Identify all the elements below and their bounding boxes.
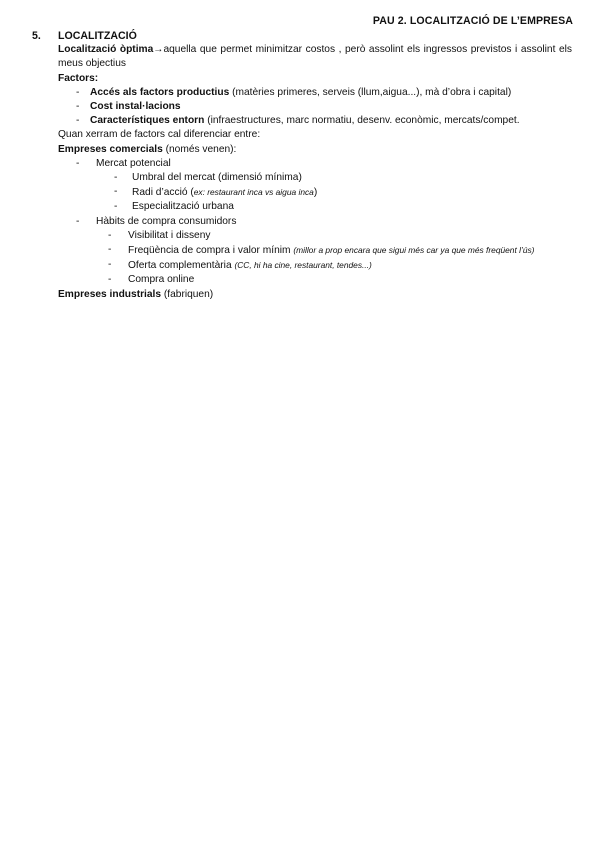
- habits-label: Hàbits de compra consumidors: [96, 215, 237, 227]
- section-number: 5.: [32, 30, 41, 42]
- definition-term: Localització òptima: [58, 44, 154, 56]
- list-dash: -: [114, 172, 118, 184]
- habits-item-3-note: (CC, hi ha cine, restaurant, tendes...): [234, 260, 372, 271]
- market-item-3: Especialització urbana: [132, 201, 234, 213]
- list-item-habits: [58, 215, 572, 229]
- market-item-2: Radi d’acció (: [132, 187, 194, 199]
- list-item-factor-3: [58, 114, 572, 128]
- list-dash: -: [76, 101, 80, 113]
- list-dash: -: [108, 274, 112, 286]
- list-dash: -: [114, 186, 118, 198]
- market-item-2-close: ): [313, 187, 318, 199]
- list-dash: -: [114, 201, 118, 213]
- list-item-factor-2: [58, 100, 572, 114]
- list-item-habits-3: [58, 258, 572, 273]
- factor-2-term: Cost instal·lacions: [90, 101, 181, 113]
- factor-1-detail: (matèries primeres, serveis (llum,aigua...), mà d’obra i capital): [229, 86, 512, 98]
- list-item-habits-2: [58, 243, 572, 258]
- commercial-label: Empreses comercials: [58, 143, 163, 155]
- commercial-note: (només venen):: [162, 143, 237, 155]
- list-item-market-2: [58, 185, 572, 200]
- list-item-market-1: [58, 171, 572, 185]
- habits-item-2-note: (millor a prop encara que sigui més car ya que més freqüent l’ús): [293, 245, 535, 256]
- list-dash: -: [108, 244, 112, 256]
- commercial-heading: [58, 143, 572, 157]
- industrial-label: Empreses industrials: [58, 288, 162, 300]
- industrial-note: (fabriquen): [161, 288, 214, 300]
- list-dash: -: [76, 115, 80, 127]
- definition-paragraph: [58, 43, 572, 71]
- section-localitzacio: [32, 29, 572, 302]
- section-heading: [32, 29, 572, 43]
- factor-3-term: Característiques entorn: [90, 115, 205, 127]
- habits-item-1: Visibilitat i disseny: [128, 229, 211, 241]
- factors-label: Factors:: [58, 72, 99, 84]
- factor-3-detail: (infraestructures, marc normatiu, desenv. econòmic, mercats/compet.: [204, 115, 520, 127]
- market-item-1: Umbral del mercat (dimensió mínima): [132, 172, 302, 184]
- list-dash: -: [76, 215, 80, 227]
- market-label: Mercat potencial: [96, 157, 171, 169]
- definition-text: →aquella que permet minimitzar costos , però assolint els ingressos previstos i assolint els meus objectius: [58, 44, 572, 70]
- section-title: LOCALITZACIÓ: [58, 30, 137, 42]
- list-item-habits-1: [58, 229, 572, 243]
- list-item-market-3: [58, 200, 572, 214]
- habits-item-4: Compra online: [128, 274, 195, 286]
- habits-item-3: Oferta complementària: [128, 260, 235, 272]
- list-dash: -: [76, 157, 80, 169]
- market-item-2-note: ex: restaurant inca vs aigua inca: [193, 187, 314, 198]
- list-item-market: [58, 157, 572, 171]
- factor-1-term: Accés als factors productius: [90, 86, 230, 98]
- habits-item-2: Freqüència de compra i valor mínim: [128, 245, 294, 257]
- list-dash: -: [108, 259, 112, 271]
- list-dash: -: [108, 229, 112, 241]
- list-item-factor-1: [58, 86, 572, 100]
- list-dash: -: [76, 86, 80, 98]
- differentiate-text: Quan xerram de factors cal diferenciar entre:: [58, 129, 261, 141]
- industrial-heading: [58, 288, 572, 302]
- page-header: PAU 2. LOCALITZACIÓ DE L’EMPRESA: [372, 15, 573, 27]
- list-item-habits-4: [58, 273, 572, 287]
